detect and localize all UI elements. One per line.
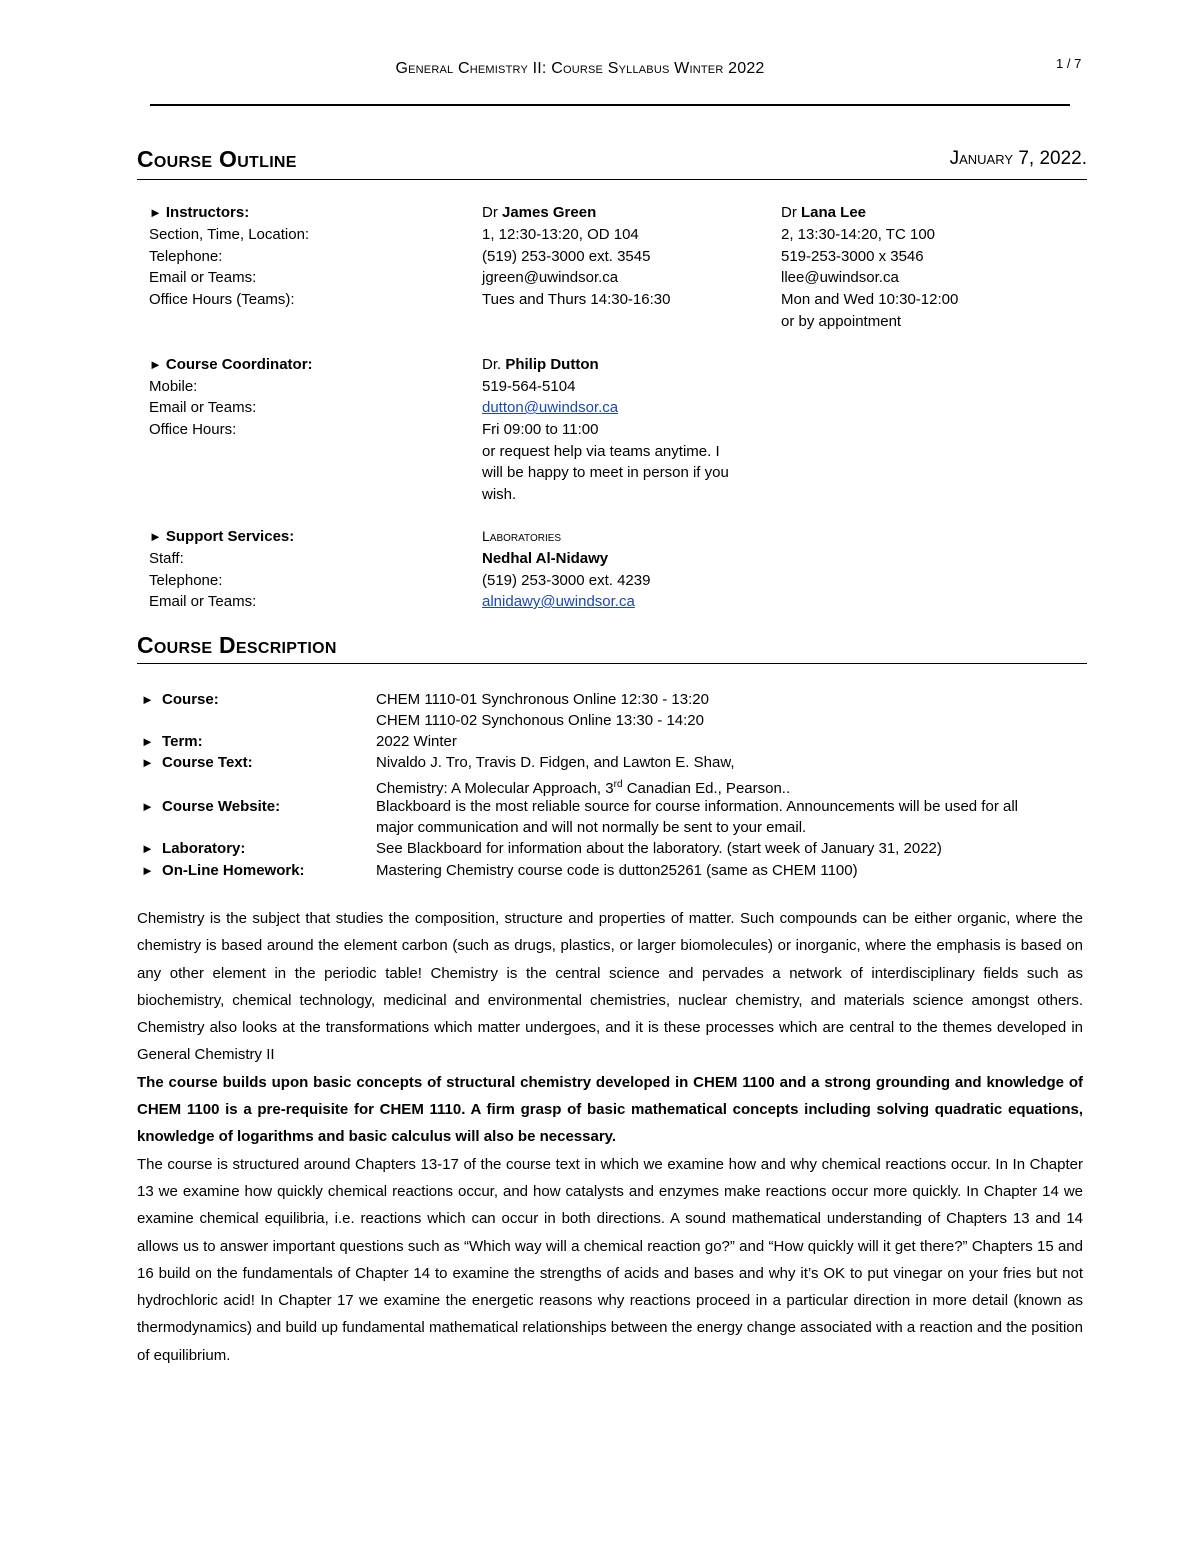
support-heading: ► Support Services:	[149, 528, 295, 545]
label-section: Section, Time, Location:	[149, 226, 310, 243]
instructor-2-hours: Mon and Wed 10:30-12:00	[781, 291, 959, 308]
outline-date: January 7, 2022.	[949, 148, 1087, 169]
triangle-bullet-icon: ►	[141, 863, 154, 878]
coordinator-hours-line: will be happy to meet in person if you	[482, 464, 729, 481]
instructor-1-section: 1, 12:30-13:20, OD 104	[482, 226, 639, 243]
triangle-bullet-icon: ►	[141, 734, 154, 749]
homework-value: Mastering Chemistry course code is dutton25261 (same as CHEM 1100)	[376, 862, 858, 879]
coordinator-name: Dr. Philip Dutton	[482, 356, 599, 373]
instructor-2-name: Dr Lana Lee	[781, 204, 867, 221]
label-email: Email or Teams:	[149, 269, 257, 286]
label-staff: Staff:	[149, 550, 184, 567]
instructors-heading: ► Instructors:	[149, 204, 250, 221]
label-support-telephone: Telephone:	[149, 572, 223, 589]
course-line: CHEM 1110-02 Synchonous Online 13:30 - 14:20	[376, 712, 704, 729]
paragraph-chemistry-intro: Chemistry is the subject that studies the composition, structure and properties of matter. Such compounds can be either organic, where the chemistry is based around the element carbon (such as drugs, plastics, or larger biomolecules) or inorganic, where the emphasis is based on any other element in the periodic table! Chemistry is the central science and pervades a network of interdisciplinary fields such as biochemistry, chemical technology, medicinal and environmental chemistries, nuclear chemistry, and materials science amongst others. Chemistry also looks at the transformations which matter undergoes, and it is these processes which are central to the themes developed in General Chemistry II	[137, 910, 1083, 1064]
instructor-1-name: Dr James Green	[482, 204, 597, 221]
course-line: CHEM 1110-01 Synchronous Online 12:30 - 13:20	[376, 691, 709, 708]
section-title-course-description: Course Description	[137, 632, 337, 658]
triangle-bullet-icon: ►	[149, 357, 162, 372]
running-header: General Chemistry II: Course Syllabus Winter 2022	[395, 60, 765, 77]
page-number: 1 / 7	[1056, 56, 1082, 71]
label-support-email: Email or Teams:	[149, 593, 257, 610]
triangle-bullet-icon: ►	[141, 799, 154, 814]
website-line: Blackboard is the most reliable source for course information. Announcements will be used for all	[376, 798, 1018, 815]
course-text-label: ► Course Text:	[141, 754, 253, 771]
instructor-2-telephone: 519-253-3000 x 3546	[781, 248, 924, 265]
label-office-hours: Office Hours (Teams):	[149, 291, 295, 308]
term-value: 2022 Winter	[376, 733, 457, 750]
section-rule	[137, 663, 1087, 664]
laboratory-value: See Blackboard for information about the laboratory. (start week of January 31, 2022)	[376, 840, 942, 857]
homework-label: ► On-Line Homework:	[141, 862, 305, 879]
instructor-1-telephone: (519) 253-3000 ext. 3545	[482, 248, 651, 265]
triangle-bullet-icon: ►	[141, 841, 154, 856]
label-coordinator-hours: Office Hours:	[149, 421, 237, 438]
instructor-2-hours-extra: or by appointment	[781, 313, 902, 330]
course-label: ► Course:	[141, 691, 219, 708]
course-text-authors: Nivaldo J. Tro, Travis D. Fidgen, and Lawton E. Shaw,	[376, 754, 735, 771]
laboratory-label: ► Laboratory:	[141, 840, 246, 857]
instructor-2-section: 2, 13:30-14:20, TC 100	[781, 226, 935, 243]
paragraph-prerequisites: The course builds upon basic concepts of structural chemistry developed in CHEM 1100 and a strong grounding and knowledge of CHEM 1100 is a pre-requisite for CHEM 1110. A firm grasp of basic mathematical concepts including solving quadratic equations, knowledge of logarithms and basic calculus will also be necessary.	[137, 1073, 1083, 1146]
website-line: major communication and will not normally be sent to your email.	[376, 819, 807, 836]
triangle-bullet-icon: ►	[141, 755, 154, 770]
support-unit: Laboratories	[482, 528, 562, 544]
coordinator-email-link[interactable]: dutton@uwindsor.ca	[482, 399, 619, 416]
coordinator-hours-line: wish.	[482, 486, 517, 503]
coordinator-hours-line: Fri 09:00 to 11:00	[482, 421, 599, 438]
support-telephone: (519) 253-3000 ext. 4239	[482, 572, 651, 589]
term-label: ► Term:	[141, 733, 203, 750]
instructor-1-hours: Tues and Thurs 14:30-16:30	[482, 291, 671, 308]
label-mobile: Mobile:	[149, 378, 198, 395]
section-rule	[137, 179, 1087, 180]
coordinator-mobile: 519-564-5104	[482, 378, 576, 395]
coordinator-hours-line: or request help via teams anytime. I	[482, 443, 720, 460]
label-coordinator-email: Email or Teams:	[149, 399, 257, 416]
instructor-1-email: jgreen@uwindsor.ca	[482, 269, 619, 286]
coordinator-heading: ► Course Coordinator:	[149, 356, 313, 373]
description-body	[137, 905, 1083, 1369]
instructor-2-email: llee@uwindsor.ca	[781, 269, 899, 286]
header-rule	[150, 104, 1070, 106]
paragraph-course-structure: The course is structured around Chapters 13-17 of the course text in which we examine how and why chemical reactions occur. In In Chapter 13 we examine how quickly chemical reactions occur, and how catalysts and enzymes make reactions occur more quickly. In Chapter 14 we examine chemical equilibria, i.e. reactions which can occur in both directions. A sound mathematical understanding of Chapters 13 and 14 allows us to answer important questions such as “Which way will a chemical reaction go?” and “How quickly will it get there?” Chapters 15 and 16 build on the fundamentals of Chapter 14 to examine the strengths of acids and bases and why it’s OK to put vinegar on your fries but not hydrochloric acid! In Chapter 17 we examine the energetic reasons why reactions proceed in a particular direction in more detail (known as thermodynamics) and build up fundamental mathematical relationships between the energy change associated with a reaction and the position of equilibrium.	[137, 1155, 1083, 1364]
label-telephone: Telephone:	[149, 248, 223, 265]
support-email-link[interactable]: alnidawy@uwindsor.ca	[482, 593, 635, 610]
website-label: ► Course Website:	[141, 798, 281, 815]
support-staff-name: Nedhal Al-Nidawy	[482, 550, 609, 567]
section-title-course-outline: Course Outline	[137, 146, 297, 172]
triangle-bullet-icon: ►	[141, 692, 154, 707]
course-text-title: Chemistry: A Molecular Approach, 3rd Canadian Ed., Pearson..	[376, 779, 791, 797]
triangle-bullet-icon: ►	[149, 205, 162, 220]
triangle-bullet-icon: ►	[149, 529, 162, 544]
